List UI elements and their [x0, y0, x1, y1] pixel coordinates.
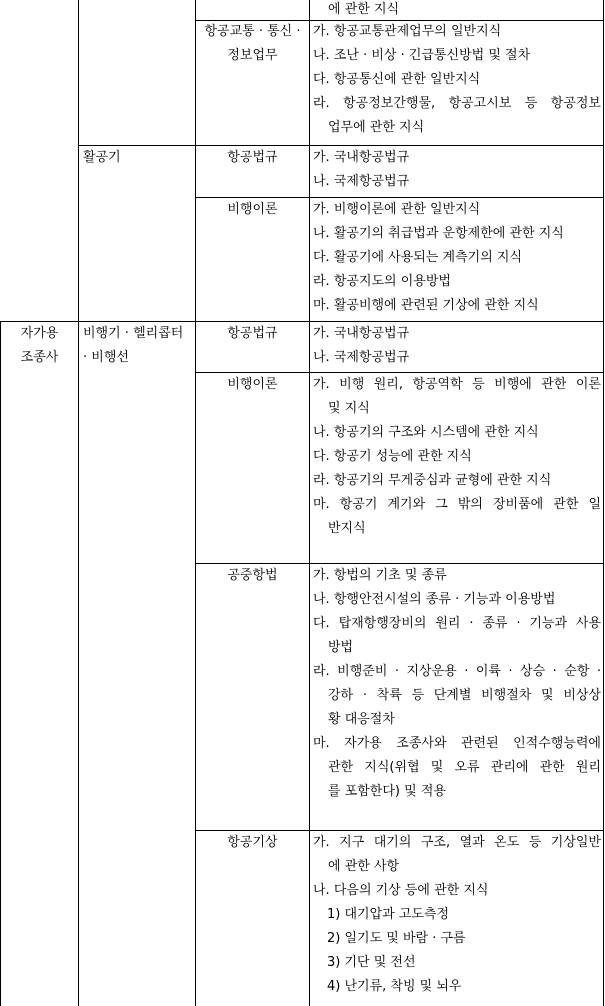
content-line: 다. 탑재항행장비의 원리 · 종류 · 기능과 사용 — [313, 616, 601, 631]
content-line: 나. 항행안전시설의 종류 · 기능과 이용방법 — [313, 592, 556, 607]
content-line: 마. 자가용 조종사와 관련된 인적수행능력에 — [313, 736, 601, 751]
content-line: 나. 조난 · 비상 · 긴급통신방법 및 절차 — [313, 48, 531, 63]
content-line: 방법 — [328, 640, 354, 655]
content-line: 나. 국제항공법규 — [313, 350, 410, 365]
content-line: 가. 비행 원리, 항공역학 등 비행에 관한 이론 — [313, 377, 601, 392]
category-cell: 활공기 — [83, 150, 121, 165]
content-line: 라. 항공기의 무게중심과 균형에 관한 지식 — [313, 473, 552, 488]
content-line: 라. 비행준비 · 지상운용 · 이륙 · 상승 · 순항 · — [313, 664, 601, 679]
column-divider-subject — [309, 0, 310, 1006]
subject-cell: 공중항법 — [227, 568, 278, 583]
table-border-left — [0, 321, 1, 1006]
content-line: 강하 · 착륙 등 단계별 비행절차 및 비상상 — [328, 688, 601, 703]
content-line: 다. 항공통신에 관한 일반지식 — [313, 72, 481, 87]
content-line: 를 포함한다) 및 적용 — [328, 784, 446, 799]
content-line: 및 지식 — [328, 401, 370, 416]
content-line: 가. 국내항공법규 — [313, 150, 410, 165]
content-line: 에 관한 사항 — [328, 859, 400, 874]
content-line: 관한 지식(위협 및 오류 관리에 관한 원리 — [328, 760, 601, 775]
subject-cell: 비행이론 — [227, 377, 278, 392]
license-cell: 자가용 — [20, 326, 59, 341]
content-line: 마. 항공기 계기와 그 밖의 장비품에 관한 일 — [313, 497, 601, 512]
table-border-right — [603, 0, 604, 1006]
content-line: 3) 기단 및 전선 — [327, 955, 416, 970]
content-line: 나. 항공기의 구조와 시스템에 관한 지식 — [313, 425, 539, 440]
content-line: 가. 항공교통관제업무의 일반지식 — [313, 24, 502, 39]
content-line: 1) 대기압과 고도측정 — [327, 907, 450, 922]
category-cell: 비행기 · 헬리콥터 — [83, 326, 184, 341]
category-cell: · 비행선 — [83, 350, 129, 365]
content-line: 라. 항공정보간행물, 항공고시보 등 항공정보 — [313, 96, 601, 111]
content-line: 업무에 관한 지식 — [328, 120, 425, 135]
content-line: 4) 난기류, 착빙 및 뇌우 — [327, 979, 462, 994]
content-line: 황 대응절차 — [328, 712, 395, 727]
subject-cell: 항공기상 — [227, 835, 278, 850]
content-line: 나. 국제항공법규 — [313, 174, 410, 189]
content-line: 2) 일기도 및 바람 · 구름 — [327, 931, 466, 946]
subject-cell: 항공법규 — [227, 326, 278, 341]
subject-cell: 항공법규 — [227, 150, 278, 165]
subject-cell: 정보업무 — [227, 48, 278, 63]
content-line: 가. 비행이론에 관한 일반지식 — [313, 202, 481, 217]
content-line: 나. 다음의 기상 등에 관한 지식 — [313, 883, 489, 898]
content-line: 마. 활공비행에 관련된 기상에 관한 지식 — [313, 298, 539, 313]
content-line: 다. 활공기에 사용되는 계측기의 지식 — [313, 250, 523, 265]
content-line: 가. 지구 대기의 구조, 열과 온도 등 기상일반 — [313, 835, 601, 850]
content-line: 에 관한 지식 — [328, 2, 400, 17]
column-divider-license — [78, 0, 79, 1006]
content-line: 라. 항공지도의 이용방법 — [313, 274, 451, 289]
content-line: 나. 활공기의 취급법과 운항제한에 관한 지식 — [313, 226, 564, 241]
content-line: 가. 항법의 기초 및 종류 — [313, 568, 447, 583]
subject-cell: 항공교통 · 통신 · — [204, 24, 301, 39]
content-line: 반지식 — [328, 521, 366, 536]
subject-cell: 비행이론 — [227, 202, 278, 217]
content-line: 가. 국내항공법규 — [313, 326, 410, 341]
license-cell: 조종사 — [20, 350, 59, 365]
content-line: 다. 항공기 성능에 관한 지식 — [313, 449, 472, 464]
